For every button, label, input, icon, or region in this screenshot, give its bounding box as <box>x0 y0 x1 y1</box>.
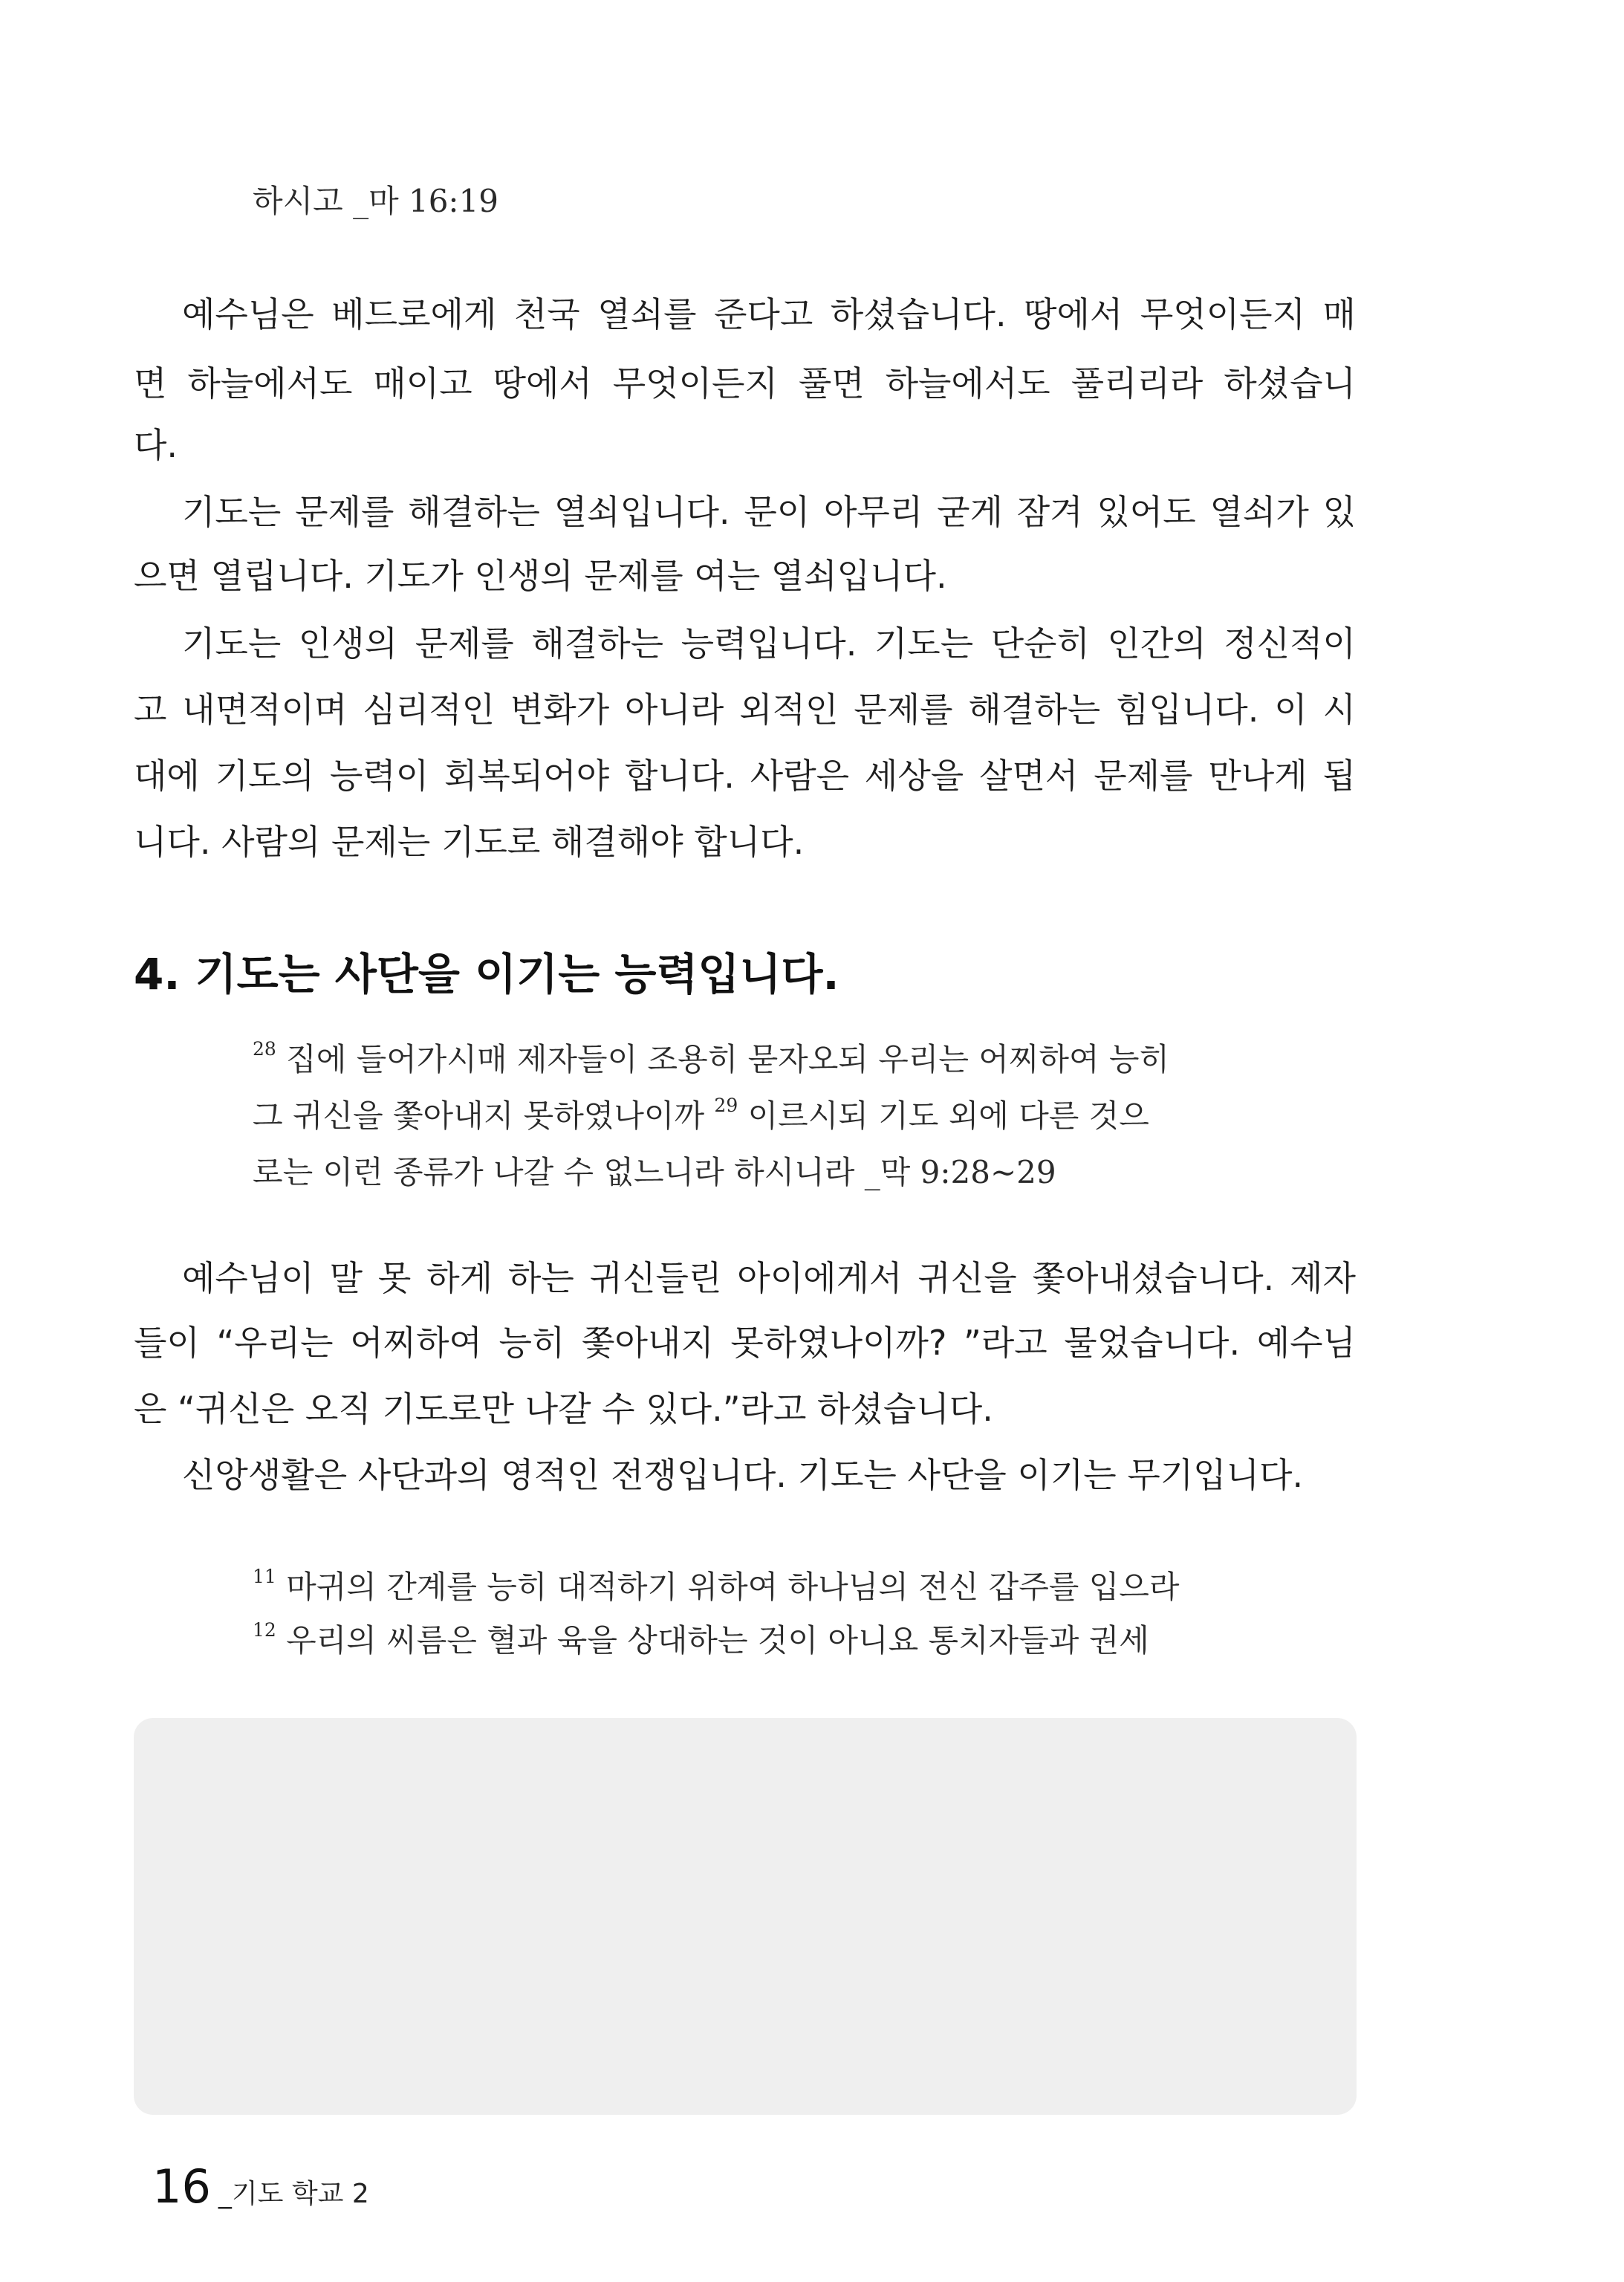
word: 땅에서 <box>1024 294 1123 334</box>
word: 있어도 <box>1097 492 1196 532</box>
verse-number: 12 <box>253 1619 276 1641</box>
word: 하셨습니 <box>1224 363 1356 403</box>
word: 물었습니다. <box>1064 1323 1241 1363</box>
paragraph-line <box>134 1323 1356 1363</box>
word: 세상을 <box>864 756 964 796</box>
word: 하늘에서도 <box>885 363 1050 403</box>
word: 말 <box>329 1258 363 1298</box>
verse-text: 마귀의 간계를 능히 대적하기 위하여 하나님의 전신 갑주를 입으라 <box>276 1569 1180 1605</box>
word: 하게 <box>426 1258 493 1298</box>
word: 하는 <box>507 1258 574 1298</box>
word: 천국 <box>513 294 580 334</box>
word: 귀신을 <box>917 1258 1017 1298</box>
page-footer <box>152 2159 369 2214</box>
verse-text: 그 귀신을 쫓아내지 못하였나이까 <box>253 1098 715 1134</box>
paragraph-line <box>134 363 1356 403</box>
word: 됩 <box>1322 756 1356 796</box>
word: 사람은 <box>750 756 850 796</box>
word: 해결하는 <box>531 623 664 664</box>
paragraph-line: 은 “귀신은 오직 기도로만 나갈 수 있다.”라고 하셨습니다. <box>134 1389 993 1429</box>
word: 변화가 <box>510 690 610 730</box>
word: 못 <box>377 1258 412 1298</box>
word: 기도는 <box>182 623 282 664</box>
word: 아이에게서 <box>737 1258 903 1298</box>
word: 하늘에서도 <box>187 363 353 403</box>
word: 열쇠를 <box>597 294 697 334</box>
word: 힘입니다. <box>1116 690 1259 730</box>
word: 단순히 <box>990 623 1090 664</box>
word: 합니다. <box>625 756 735 796</box>
word: 능력이 <box>329 756 429 796</box>
word: 잠겨 <box>1016 492 1083 532</box>
word: 만나게 <box>1208 756 1308 796</box>
word: 내면적이며 <box>182 690 348 730</box>
verse-text: 로는 이런 종류가 나갈 수 없느니라 하시니라 _막 9:28~29 <box>253 1154 1056 1190</box>
paragraph-line <box>134 756 1356 796</box>
word: 하셨습니다. <box>830 294 1007 334</box>
word: 있 <box>1322 492 1356 532</box>
word: 문제를 <box>854 690 953 730</box>
word: 인생의 <box>298 623 398 664</box>
word: 열쇠입니다. <box>553 492 730 532</box>
word: 고 <box>134 690 167 730</box>
word: 살면서 <box>979 756 1079 796</box>
word: 이 <box>1274 690 1308 730</box>
verse-text: 이르시되 기도 외에 다른 것으 <box>738 1098 1149 1134</box>
paragraph-line <box>182 294 1356 334</box>
verse-number: 28 <box>253 1038 276 1060</box>
verse-line <box>253 1038 1170 1077</box>
paragraph-line: 으면 열립니다. 기도가 인생의 문제를 여는 열쇠입니다. <box>134 556 947 596</box>
image-placeholder-box <box>134 1718 1357 2115</box>
word: 열쇠가 <box>1209 492 1309 532</box>
paragraph-5: 신앙생활은 사단과의 영적인 전쟁입니다. 기도는 사단을 이기는 무기입니다. <box>182 1455 1304 1495</box>
paragraph-line <box>182 1258 1356 1298</box>
word: 못하였나이까? <box>730 1323 947 1363</box>
word: “우리는 <box>216 1323 334 1363</box>
verse-line <box>253 1154 1056 1190</box>
word: 굳게 <box>937 492 1003 532</box>
word: 문제를 <box>295 492 394 532</box>
word: 문제를 <box>1094 756 1193 796</box>
word: 시 <box>1322 690 1356 730</box>
verse-line <box>253 1095 1149 1134</box>
page-number: 16 <box>152 2159 211 2214</box>
paragraph-line <box>182 492 1356 532</box>
verse-continuation <box>253 183 499 219</box>
word: 문이 <box>744 492 811 532</box>
word: 예수님이 <box>182 1258 314 1298</box>
word: 땅에서 <box>493 363 592 403</box>
word: 해결하는 <box>968 690 1101 730</box>
word: 면 <box>134 363 167 403</box>
word: 아무리 <box>823 492 923 532</box>
word: 회복되어야 <box>444 756 610 796</box>
word: 풀리리라 <box>1071 363 1204 403</box>
word: 예수님 <box>1256 1323 1356 1363</box>
word: 심리적인 <box>363 690 496 730</box>
word: 준다고 <box>714 294 813 334</box>
paragraph-line: 다. <box>134 425 178 465</box>
word: 쫓아내지 <box>582 1323 714 1363</box>
section-heading: 4. 기도는 사단을 이기는 능력입니다. <box>134 949 839 999</box>
word: 매이고 <box>373 363 472 403</box>
word: 무엇이든지 <box>612 363 778 403</box>
verse-line <box>253 1566 1180 1605</box>
paragraph-line <box>134 690 1356 730</box>
word: 풀면 <box>798 363 865 403</box>
verse-text: 하시고 _마 16:19 <box>253 183 499 219</box>
verse-number: 11 <box>253 1566 276 1587</box>
word: 무엇이든지 <box>1140 294 1306 334</box>
word: 들이 <box>134 1323 200 1363</box>
word: 대에 <box>134 756 200 796</box>
verse-line <box>253 1619 1149 1659</box>
word: 능히 <box>498 1323 565 1363</box>
verse-text: 집에 들어가시매 제자들이 조용히 묻자오되 우리는 어찌하여 능히 <box>276 1041 1170 1077</box>
verse-number: 29 <box>714 1095 738 1116</box>
word: 외적인 <box>739 690 839 730</box>
word: 아니라 <box>625 690 724 730</box>
word: 기도는 <box>182 492 282 532</box>
verse-text: 우리의 씨름은 혈과 육을 상대하는 것이 아니요 통치자들과 권세 <box>276 1622 1149 1659</box>
book-title: _기도 학교 2 <box>218 2179 369 2209</box>
word: 기도는 <box>874 623 974 664</box>
paragraph-line <box>182 623 1356 664</box>
word: 정신적이 <box>1224 623 1356 664</box>
word: 어찌하여 <box>350 1323 482 1363</box>
word: 능력입니다. <box>681 623 857 664</box>
word: 쫓아내셨습니다. <box>1032 1258 1275 1298</box>
word: 해결하는 <box>408 492 540 532</box>
word: ”라고 <box>963 1323 1048 1363</box>
word: 문제를 <box>415 623 514 664</box>
word: 베드로에게 <box>331 294 497 334</box>
word: 기도의 <box>215 756 315 796</box>
word: 인간의 <box>1107 623 1206 664</box>
paragraph-line: 니다. 사람의 문제는 기도로 해결해야 합니다. <box>134 822 805 862</box>
word: 귀신들린 <box>589 1258 722 1298</box>
word: 매 <box>1322 294 1356 334</box>
word: 제자 <box>1290 1258 1356 1298</box>
word: 예수님은 <box>182 294 314 334</box>
